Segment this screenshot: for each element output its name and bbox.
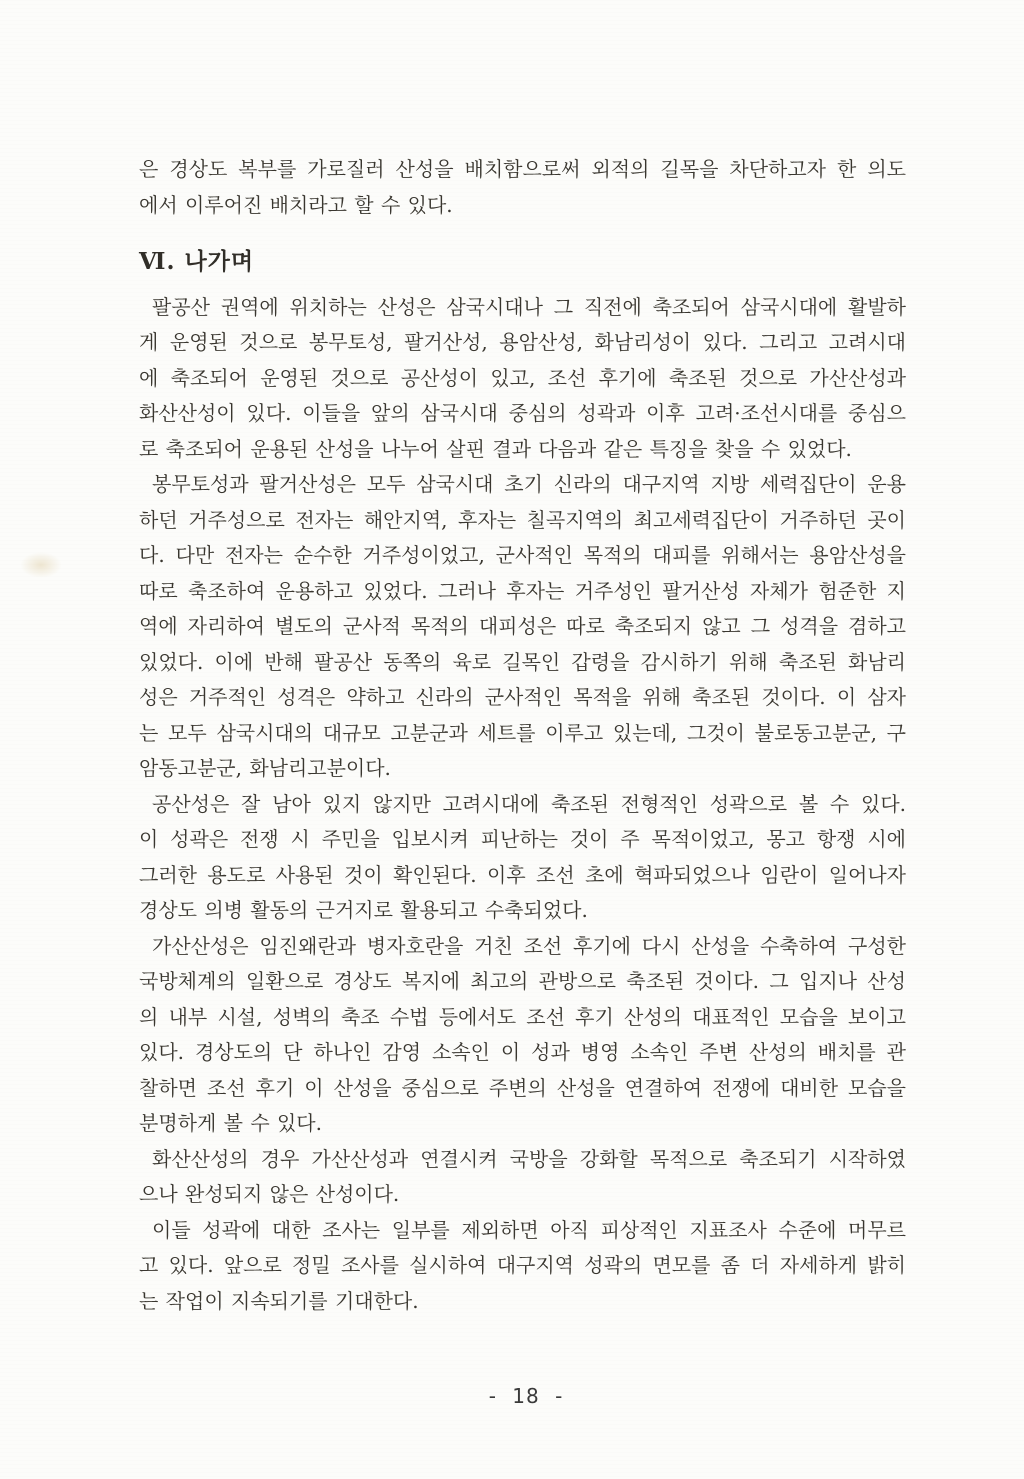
text-line: 에 축조되어 운영된 것으로 공산성이 있고, 조선 후기에 축조된 것으로 가산산성과 [139, 365, 906, 390]
text-line: 화산산성이 있다. 이들을 앞의 삼국시대 중심의 성곽과 이후 고려·조선시대를 중심으 [139, 401, 906, 425]
text-line: 로 축조되어 운용된 산성을 나누어 살핀 결과 다음과 같은 특징을 찾을 수 있었다. [139, 436, 852, 461]
text-line: 분명하게 볼 수 있다. [139, 1111, 322, 1135]
text-line: 따로 축조하여 운용하고 있었다. 그러나 후자는 거주성인 팔거산성 자체가 험준한 지 [139, 578, 906, 603]
text-line: 암동고분군, 화남리고분이다. [139, 756, 391, 780]
text-line: 는 모두 삼국시대의 대규모 고분군과 세트를 이루고 있는데, 그것이 불로동고분군, 구 [139, 720, 906, 745]
paragraph-2 [139, 467, 906, 787]
paragraph-6 [139, 1213, 906, 1320]
text-line: 은 경상도 복부를 가로질러 산성을 배치함으로써 외적의 길목을 차단하고자 한 의도 [139, 157, 906, 181]
text-line: 있었다. 이에 반해 팔공산 동쪽의 육로 길목인 갑령을 감시하기 위해 축조된 화남리 [139, 649, 906, 674]
text-line: 찰하면 조선 후기 이 산성을 중심으로 주변의 산성을 연결하여 전쟁에 대비한 모습을 [139, 1075, 906, 1100]
text-line: 하던 거주성으로 전자는 해안지역, 후자는 칠곡지역의 최고세력집단이 거주하던 곳이 [139, 507, 906, 532]
text-line: 국방체계의 일환으로 경상도 복지에 최고의 관방으로 축조된 것이다. 그 입지나 산성 [139, 969, 906, 993]
text-line: 경상도 의병 활동의 근거지로 활용되고 수축되었다. [139, 898, 588, 922]
text-line: 이 성곽은 전쟁 시 주민을 입보시켜 피난하는 것이 주 목적이었고, 몽고 항쟁 시에 [139, 827, 906, 851]
text-line: 으나 완성되지 않은 산성이다. [139, 1182, 400, 1206]
text-line: 다. 다만 전자는 순수한 거주성이었고, 군사적인 목적의 대피를 위해서는 용암산성을 [139, 543, 906, 567]
text-line: 있다. 경상도의 단 하나인 감영 소속인 이 성과 병영 소속인 주변 산성의 배치를 관 [139, 1040, 906, 1064]
text-line: 봉무토성과 팔거산성은 모두 삼국시대 초기 신라의 대구지역 지방 세력집단이 운용 [152, 472, 906, 496]
paragraph-1 [139, 290, 906, 468]
paragraph-4 [139, 929, 906, 1142]
text-line: 역에 자리하여 별도의 군사적 목적의 대피성은 따로 축조되지 않고 그 성격을 겸하고 [139, 614, 906, 638]
text-line: 는 작업이 지속되기를 기대한다. [139, 1288, 419, 1313]
text-line: 공산성은 잘 남아 있지 않지만 고려시대에 축조된 전형적인 성곽으로 볼 수 있다. [152, 791, 906, 816]
text-line: 이들 성곽에 대한 조사는 일부를 제외하면 아직 피상적인 지표조사 수준에 머무르 [152, 1217, 906, 1242]
page-number: - 18 - [488, 1384, 564, 1408]
section-heading: Ⅵ. 나가며 [139, 248, 255, 275]
document-text-block [139, 152, 906, 1319]
text-line: 가산산성은 임진왜란과 병자호란을 거친 조선 후기에 다시 산성을 수축하여 구성한 [152, 933, 906, 958]
text-line: 그러한 용도로 사용된 것이 확인된다. 이후 조선 초에 혁파되었으나 임란이 일어나자 [139, 862, 906, 887]
paragraph-continuation [139, 152, 906, 223]
text-line: 팔공산 권역에 위치하는 산성은 삼국시대나 그 직전에 축조되어 삼국시대에 활발하 [152, 294, 906, 319]
paper-stain [20, 552, 62, 578]
text-line: 화산산성의 경우 가산산성과 연결시켜 국방을 강화할 목적으로 축조되기 시작하였 [152, 1146, 906, 1171]
text-line: 게 운영된 것으로 봉무토성, 팔거산성, 용암산성, 화남리성이 있다. 그리고 고려시대 [139, 330, 906, 354]
paragraph-5 [139, 1142, 906, 1213]
text-line: 의 내부 시설, 성벽의 축조 수법 등에서도 조선 후기 산성의 대표적인 모습을 보이고 [139, 1004, 906, 1029]
paragraph-3 [139, 787, 906, 929]
text-line: 에서 이루어진 배치라고 할 수 있다. [139, 192, 453, 217]
text-line: 고 있다. 앞으로 정밀 조사를 실시하여 대구지역 성곽의 면모를 좀 더 자세하게 밝히 [139, 1253, 906, 1277]
text-line: 성은 거주적인 성격은 약하고 신라의 군사적인 목적을 위해 축조된 것이다. 이 삼자 [139, 685, 906, 709]
